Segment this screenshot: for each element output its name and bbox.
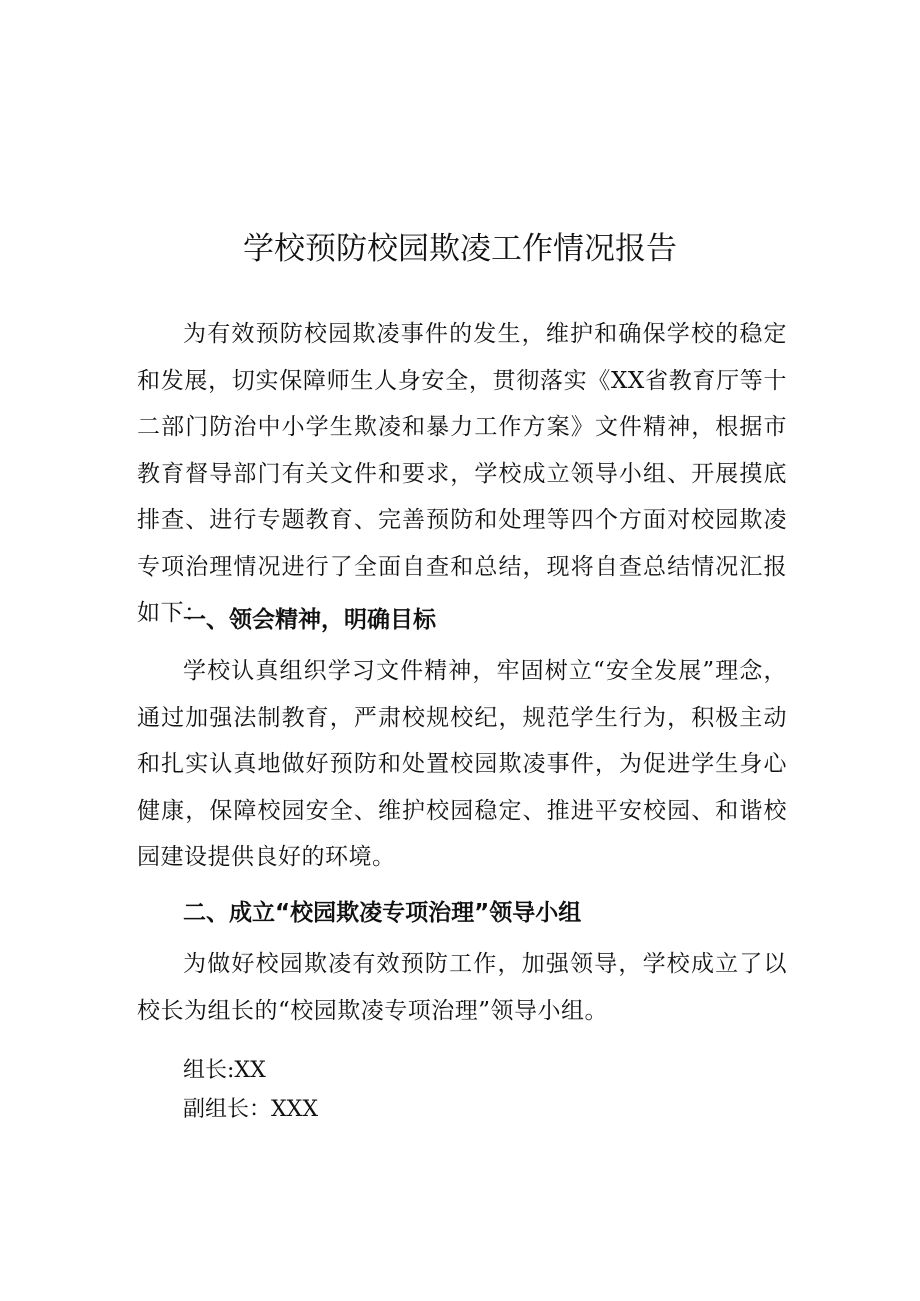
intro-paragraph: 为有效预防校园欺凌事件的发生，维护和确保学校的稳定和发展，切实保障师生人身安全，贯彻落实《XX省教育厅等十二部门防治中小学生欺凌和暴力工作方案》文件精神，根据市教育督导部门有关文件和要求，学校成立领导小组、开展摸底排查、进行专题教育、完善预防和处理等四个方面对校园欺凌专项治理情况进行了全面自查和总结，现将自查总结情况汇报如下：: [137, 321, 787, 626]
section-heading-1: 一、领会精神，明确目标: [183, 607, 436, 633]
member-leader: 组长:XX: [183, 1058, 266, 1083]
section-heading-2: 二、成立“校园欺凌专项治理”领导小组: [183, 900, 582, 926]
section-body-1: 学校认真组织学习文件精神，牢固树立“安全发展”理念，通过加强法制教育，严肃校规校纪，规范学生行为，积极主动和扎实认真地做好预防和处置校园欺凌事件，为促进学生身心健康，保障校园安全、维护校园稳定、推进平安校园、和谐校园建设提供良好的环境。: [137, 658, 787, 870]
document-title: 学校预防校园欺凌工作情况报告: [243, 231, 677, 267]
section-body-2: 为做好校园欺凌有效预防工作，加强领导，学校成立了以校长为组长的“校园欺凌专项治理”领导小组。: [137, 951, 787, 1024]
member-deputy-leader: 副组长：XXX: [183, 1097, 318, 1122]
